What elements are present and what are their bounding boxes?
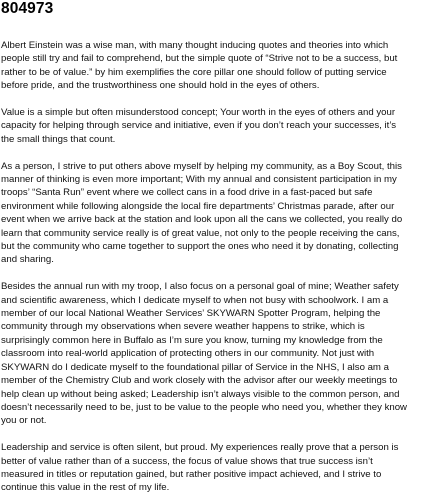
text-line: As a person, I strive to put others above myself by helping my community, as a Boy Scout, this xyxy=(1,160,402,172)
text-line: before pride, and the trustworthiness one should hold in the eyes of others. xyxy=(1,80,320,92)
text-line: Value is a simple but often misunderstood concept; Your worth in the eyes of others and your xyxy=(1,107,396,119)
text-line: capacity for helping through service and initiative, even if you don’t reach your successes, it’s xyxy=(1,120,397,132)
text-line: people still try and fail to comprehend, but the simple quote of “Strive not to be a success, but xyxy=(1,53,398,65)
text-line: surprisingly common here in Buffalo as I’m sure you know, turning my knowledge from the xyxy=(1,334,383,346)
text-line: community through my observations when severe weather happens to strike, which is xyxy=(1,321,365,333)
text-line: Besides the annual run with my troop, I also focus on a personal goal of mine; Weather safety xyxy=(1,281,399,293)
paragraph-5 xyxy=(1,441,422,495)
text-line: help clean up without being asked; Leadership isn’t always visible to the common person, and xyxy=(1,388,400,400)
paragraph-2 xyxy=(1,106,422,146)
text-line: but the community who came together to support the ones who need it by donating, collecting xyxy=(1,241,399,253)
text-line: measured in titles or reputation gained, but rather positive impact achieved, and I strive to xyxy=(1,468,382,480)
text-line: rather to be of value.” by him exemplifies the core pillar one should follow of putting service xyxy=(1,66,387,78)
text-line: SKYWARN do I dedicate myself to the foundational pillar of Service in the NHS, I also am a xyxy=(1,361,389,373)
text-line: manner of thinking is even more important; With my annual and consistent participation in my xyxy=(1,174,397,186)
text-line: better of value rather than of a success, the focus of value shows that true success isn’t xyxy=(1,455,373,467)
text-line: Albert Einstein was a wise man, with many thought inducing quotes and theories into which xyxy=(1,40,389,51)
paragraph-3 xyxy=(1,160,422,267)
paragraph-4 xyxy=(1,280,422,427)
text-line: you or not. xyxy=(1,415,47,427)
text-line: member of our local National Weather Services’ SKYWARN Spotter Program, helping the xyxy=(1,308,381,320)
text-line: troops’ “Santa Run” event where we collect cans in a food drive in a fast-paced but safe xyxy=(1,187,373,199)
text-line: event when we arrive back at the station and look upon all the cans we collected, you really do xyxy=(1,214,403,226)
text-line: learn that community service really is of great value, not only to the people receiving the cans, xyxy=(1,227,400,239)
text-line: and scientific awareness, which I dedicate myself to when not busy with schoolwork. I am a xyxy=(1,294,389,306)
text-line: Leadership and service is often silent, but proud. My experiences really prove that a person is xyxy=(1,442,399,454)
text-line: doesn’t necessarily need to be, just to be value to the people who need you, whether they know xyxy=(1,401,407,413)
text-line: continue this value in the rest of my life. xyxy=(1,482,170,494)
text-line: environment while following alongside the local fire departments’ Christmas parade, after our xyxy=(1,200,395,212)
essay-body xyxy=(1,39,422,500)
text-line: member of the Chemistry Club and work closely with the advisor after our weekly meetings to xyxy=(1,375,398,387)
paragraph-1 xyxy=(1,39,422,93)
text-line: classroom into real-world application of protecting others in our community. Not just with xyxy=(1,348,375,360)
text-line: and sharing. xyxy=(1,254,54,266)
document-id: 804973 xyxy=(1,0,54,17)
text-line: the small things that count. xyxy=(1,133,116,145)
